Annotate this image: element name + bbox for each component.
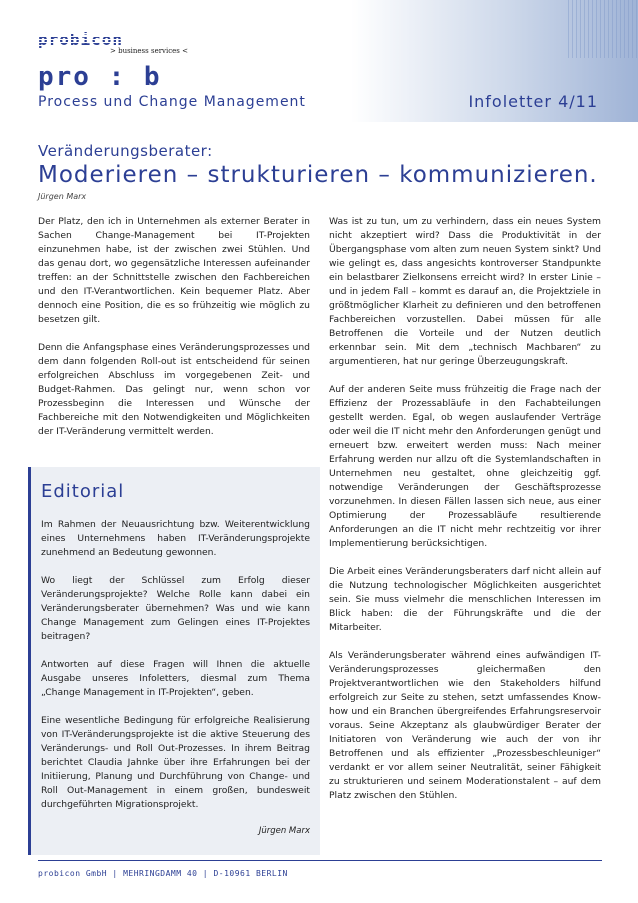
article-kicker: Veränderungsberater: bbox=[38, 142, 213, 160]
editorial-paragraph: Antworten auf diese Fragen will Ihnen die aktuelle Ausgabe unseres Infoletters, diesmal zum Thema „Change Management in IT-Projekten“, geben. bbox=[41, 659, 310, 698]
logo-wordmark: probicon bbox=[38, 30, 124, 49]
article-headline: Moderieren – strukturieren – kommunizieren. bbox=[38, 162, 598, 188]
editorial-box bbox=[28, 467, 320, 855]
logo-tagline: > business services < bbox=[110, 47, 188, 55]
brand-subtitle: Process und Change Management bbox=[38, 94, 306, 110]
editorial-paragraph: Eine wesentliche Bedingung für erfolgreiche Realisierung von IT-Veränderungsprojekte ist die aktive Steuerung des Veränderungs- und Roll Out-Prozesses. In ihrem Beitrag berichtet Claudia Jahnke über ihre Erfahrungen bei der Initiierung, Planung und Durchführung von Change- und Roll Out-Management in einem großen, bundesweit durchgeführten Migrationsprojekt. bbox=[41, 715, 310, 810]
footer-divider bbox=[38, 860, 602, 861]
paragraph: Als Veränderungsberater während eines aufwändigen IT-Veränderungsprozesses gleichermaßen den Projektverantwortlichen wie den Stakeholders hilfund erfolgreich zur Seite zu stehen, setzt umfassendes Know-how und ein Branchen übergreifendes Erfahrungsreservoir voraus. Seine Akzeptanz als glaubwürdiger Berater der Initiatoren von Veränderung wie auch der von ihr Betroffenen und als effizienter „Prozessbeschleuniger“ verdankt er vor allem seiner Neutralität, seiner Fähigkeit zu strukturieren und seinem Moderationstalent – auf dem Platz zwischen den Stühlen. bbox=[329, 650, 601, 801]
editorial-paragraph: Wo liegt der Schlüssel zum Erfolg dieser Veränderungsprojekte? Welche Rolle kann dabei ein Veränderungsberater übernehmen? Was und wie kann Change Management zum Gelingen eines IT-Projektes beitragen? bbox=[41, 575, 310, 642]
editorial-signature: Jürgen Marx bbox=[258, 826, 310, 836]
issue-label: Infoletter 4/11 bbox=[468, 92, 598, 111]
header-stripe-decoration bbox=[568, 0, 638, 58]
article-author: Jürgen Marx bbox=[38, 192, 87, 201]
paragraph: Auf der anderen Seite muss frühzeitig die Frage nach der Effizienz der Prozessabläufe in den Fachabteilungen gestellt werden. Egal, ob wegen auslaufender Verträge oder weil die IT nicht mehr den Anforderungen genügt und erneuert bzw. erweitert werden muss: Nach meiner Erfahrung werden nur allzu oft die Systemlandschaften in Unternehmen neu gestaltet, ohne gleichzeitig ggf. notwendige Veränderungen der Geschäftsprozesse vorzunehmen. In diesen Fällen lassen sich neue, aus einer Optimierung der Prozessabläufe resultierende Anforderungen an die IT nicht mehr rechtzeitig vor ihrer Implementierung berücksichtigen. bbox=[329, 384, 601, 549]
paragraph: Was ist zu tun, um zu verhindern, dass ein neues System nicht akzeptiert wird? Dass die Produktivität in der Übergangsphase vom alten zum neuen System sinkt? Und wie gelingt es, dass angesichts kontroverser Standpunkte ein belastbarer Zielkonsens erreicht wird? In erster Linie – und in jedem Fall – kommt es darauf an, die Projektziele in größtmöglicher Klarheit zu definieren und den betroffenen Fachbereichen vorzustellen. Dabei müssen für alle Betroffenen die Vorteile und der Nutzen deutlich erkennbar sein. Mit dem „technisch Machbaren“ zu argumentieren, hat nur geringe Überzeugungskraft. bbox=[329, 216, 601, 367]
article-column-right bbox=[329, 215, 601, 817]
footer-address: probicon GmbH | MEHRINGDAMM 40 | D-10961 BERLIN bbox=[38, 869, 288, 878]
company-logo bbox=[38, 30, 188, 55]
paragraph: Denn die Anfangsphase eines Veränderungsprozesses und dem dann folgenden Roll-out ist entscheidend für seinen erfolgreichen Abschluss im vorgegebenen Zeit- und Budget-Rahmen. Das gelingt nur, wenn schon vor Prozessbeginn die Interessen und Wünsche der Fachbereiche mit den Notwendigkeiten und Möglichkeiten der IT-Veränderung vermittelt werden. bbox=[38, 342, 310, 437]
paragraph: Der Platz, den ich in Unternehmen als externer Berater in Sachen Change-Management bei IT-Projekten einzunehmen habe, ist der zwischen zwei Stühlen. Und das genau dort, wo gegensätzliche Interessen aufeinander treffen: an der Schnittstelle zwischen den Fachbereichen und den IT-Verantwortlichen. Kein bequemer Platz. Aber dennoch eine Position, die es so frühzeitig wie möglich zu besetzen gilt. bbox=[38, 216, 310, 325]
editorial-title: Editorial bbox=[41, 481, 125, 502]
article-column-left bbox=[38, 215, 310, 453]
brand-title: pro : b bbox=[38, 62, 162, 92]
editorial-paragraph: Im Rahmen der Neuausrichtung bzw. Weiterentwicklung eines Unternehmens haben IT-Veränderungsprojekte zunehmend an Bedeutung gewonnen. bbox=[41, 519, 310, 558]
paragraph: Die Arbeit eines Veränderungsberaters darf nicht allein auf die Nutzung technologischer Möglichkeiten ausgerichtet sein. Sie muss vielmehr die menschlichen Interessen im Blick haben: die der Führungskräfte und die der Mitarbeiter. bbox=[329, 566, 601, 633]
